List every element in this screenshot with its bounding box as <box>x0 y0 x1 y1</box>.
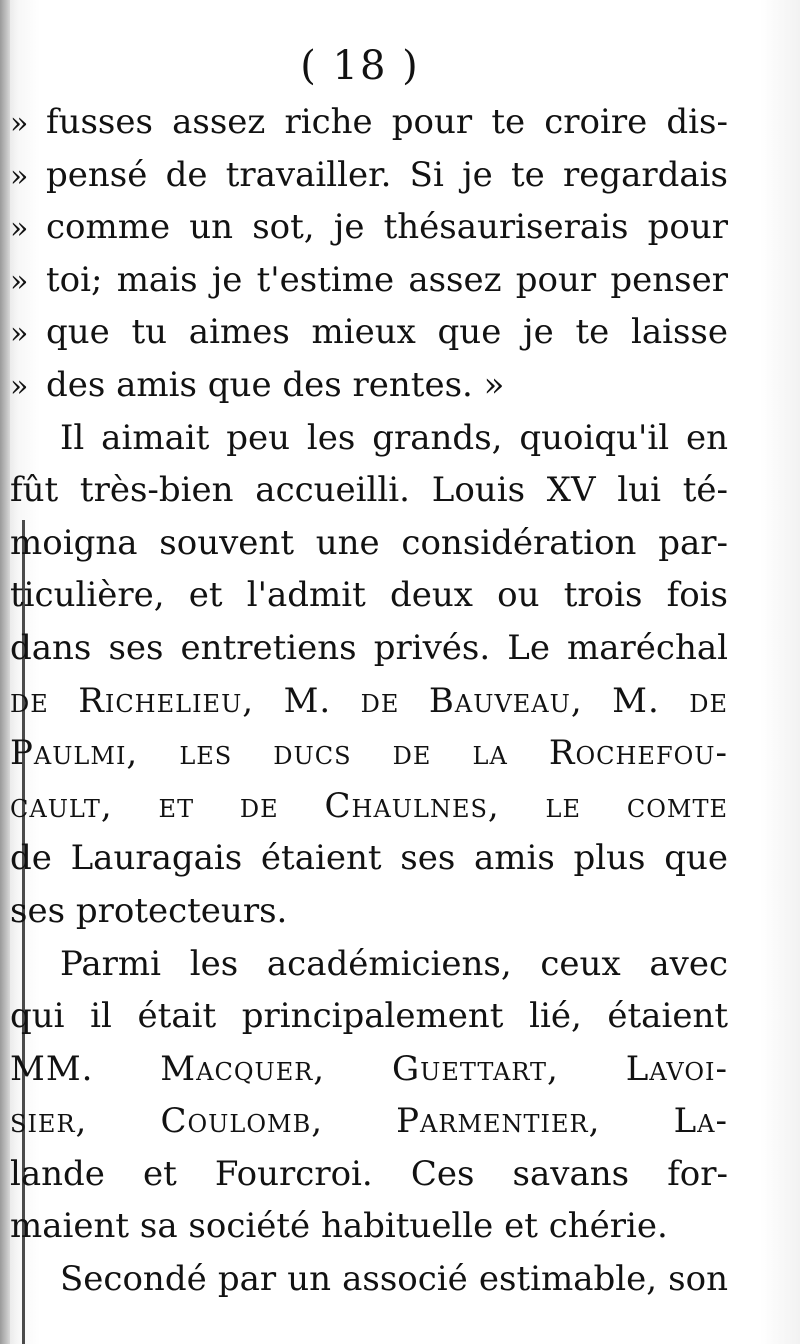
text-line <box>10 1148 728 1201</box>
text-line-content: des amis que des rentes. » <box>46 364 505 405</box>
text-line-content: MM. Macquer, Guettart, Lavoi- <box>10 1048 728 1089</box>
text-block <box>10 96 728 1306</box>
text-line <box>10 990 728 1043</box>
text-line-content: Secondé par un associé estimable, son <box>60 1259 728 1300</box>
text-line-content: Il aimait peu les grands, quoiqu'il en <box>60 417 728 458</box>
text-line <box>10 464 728 517</box>
text-line <box>10 727 728 780</box>
text-line-content: de Richelieu, M. de Bauveau, M. de <box>10 680 728 721</box>
text-line <box>10 675 728 728</box>
text-line-content: pensé de travailler. Si je te regardais <box>46 154 728 195</box>
quote-mark: » <box>10 368 29 404</box>
text-line-content: toi; mais je t'estime assez pour penser <box>46 259 728 300</box>
quote-mark: » <box>10 211 29 247</box>
text-line <box>10 780 728 833</box>
text-line-content: ses protecteurs. <box>10 890 288 931</box>
text-line-content: ticulière, et l'admit deux ou trois fois <box>10 575 728 616</box>
text-line-content: de Lauragais étaient ses amis plus que <box>10 838 728 879</box>
text-line <box>10 254 728 307</box>
text-line <box>10 1043 728 1096</box>
text-line-content: lande et Fourcroi. Ces savans for- <box>10 1153 728 1194</box>
text-line-content: Paulmi, les ducs de la Rochefou- <box>10 733 728 774</box>
text-line <box>10 306 728 359</box>
quote-mark: » <box>10 106 29 141</box>
text-line <box>10 938 728 991</box>
quote-mark: » <box>10 316 29 352</box>
text-line <box>10 96 728 149</box>
text-line-content: qui il était principalement lié, étaient <box>10 996 728 1037</box>
text-line <box>10 569 728 622</box>
text-line <box>10 832 728 885</box>
text-line <box>10 885 728 938</box>
text-line-content: fusses assez riche pour te croire dis- <box>46 102 728 142</box>
text-line <box>10 359 728 412</box>
text-line-content: fût très-bien accueilli. Louis XV lui té- <box>10 470 728 511</box>
quote-mark: » <box>10 158 29 194</box>
text-line <box>10 1200 728 1253</box>
text-line-content: maient sa société habituelle et chérie. <box>10 1206 668 1247</box>
text-line <box>10 1095 728 1148</box>
text-line-content: que tu aimes mieux que je te laisse <box>46 312 728 353</box>
text-line <box>10 149 728 202</box>
text-line <box>10 622 728 675</box>
text-line-content: comme un sot, je thésauriserais pour <box>46 207 728 248</box>
page-gutter <box>0 0 10 1344</box>
text-line <box>10 201 728 254</box>
text-line-content: dans ses entretiens privés. Le maréchal <box>10 627 728 668</box>
text-line-content: Parmi les académiciens, ceux avec <box>60 943 728 984</box>
page-number: ( 18 ) <box>300 43 420 89</box>
text-line <box>10 517 728 570</box>
quote-mark: » <box>10 263 29 299</box>
text-line-content: cault, et de Chaulnes, le comte <box>10 785 728 826</box>
text-line-content: sier, Coulomb, Parmentier, La- <box>10 1101 728 1142</box>
text-line <box>10 1253 728 1306</box>
text-line <box>10 412 728 465</box>
text-line-content: moigna souvent une considération par- <box>10 522 728 563</box>
